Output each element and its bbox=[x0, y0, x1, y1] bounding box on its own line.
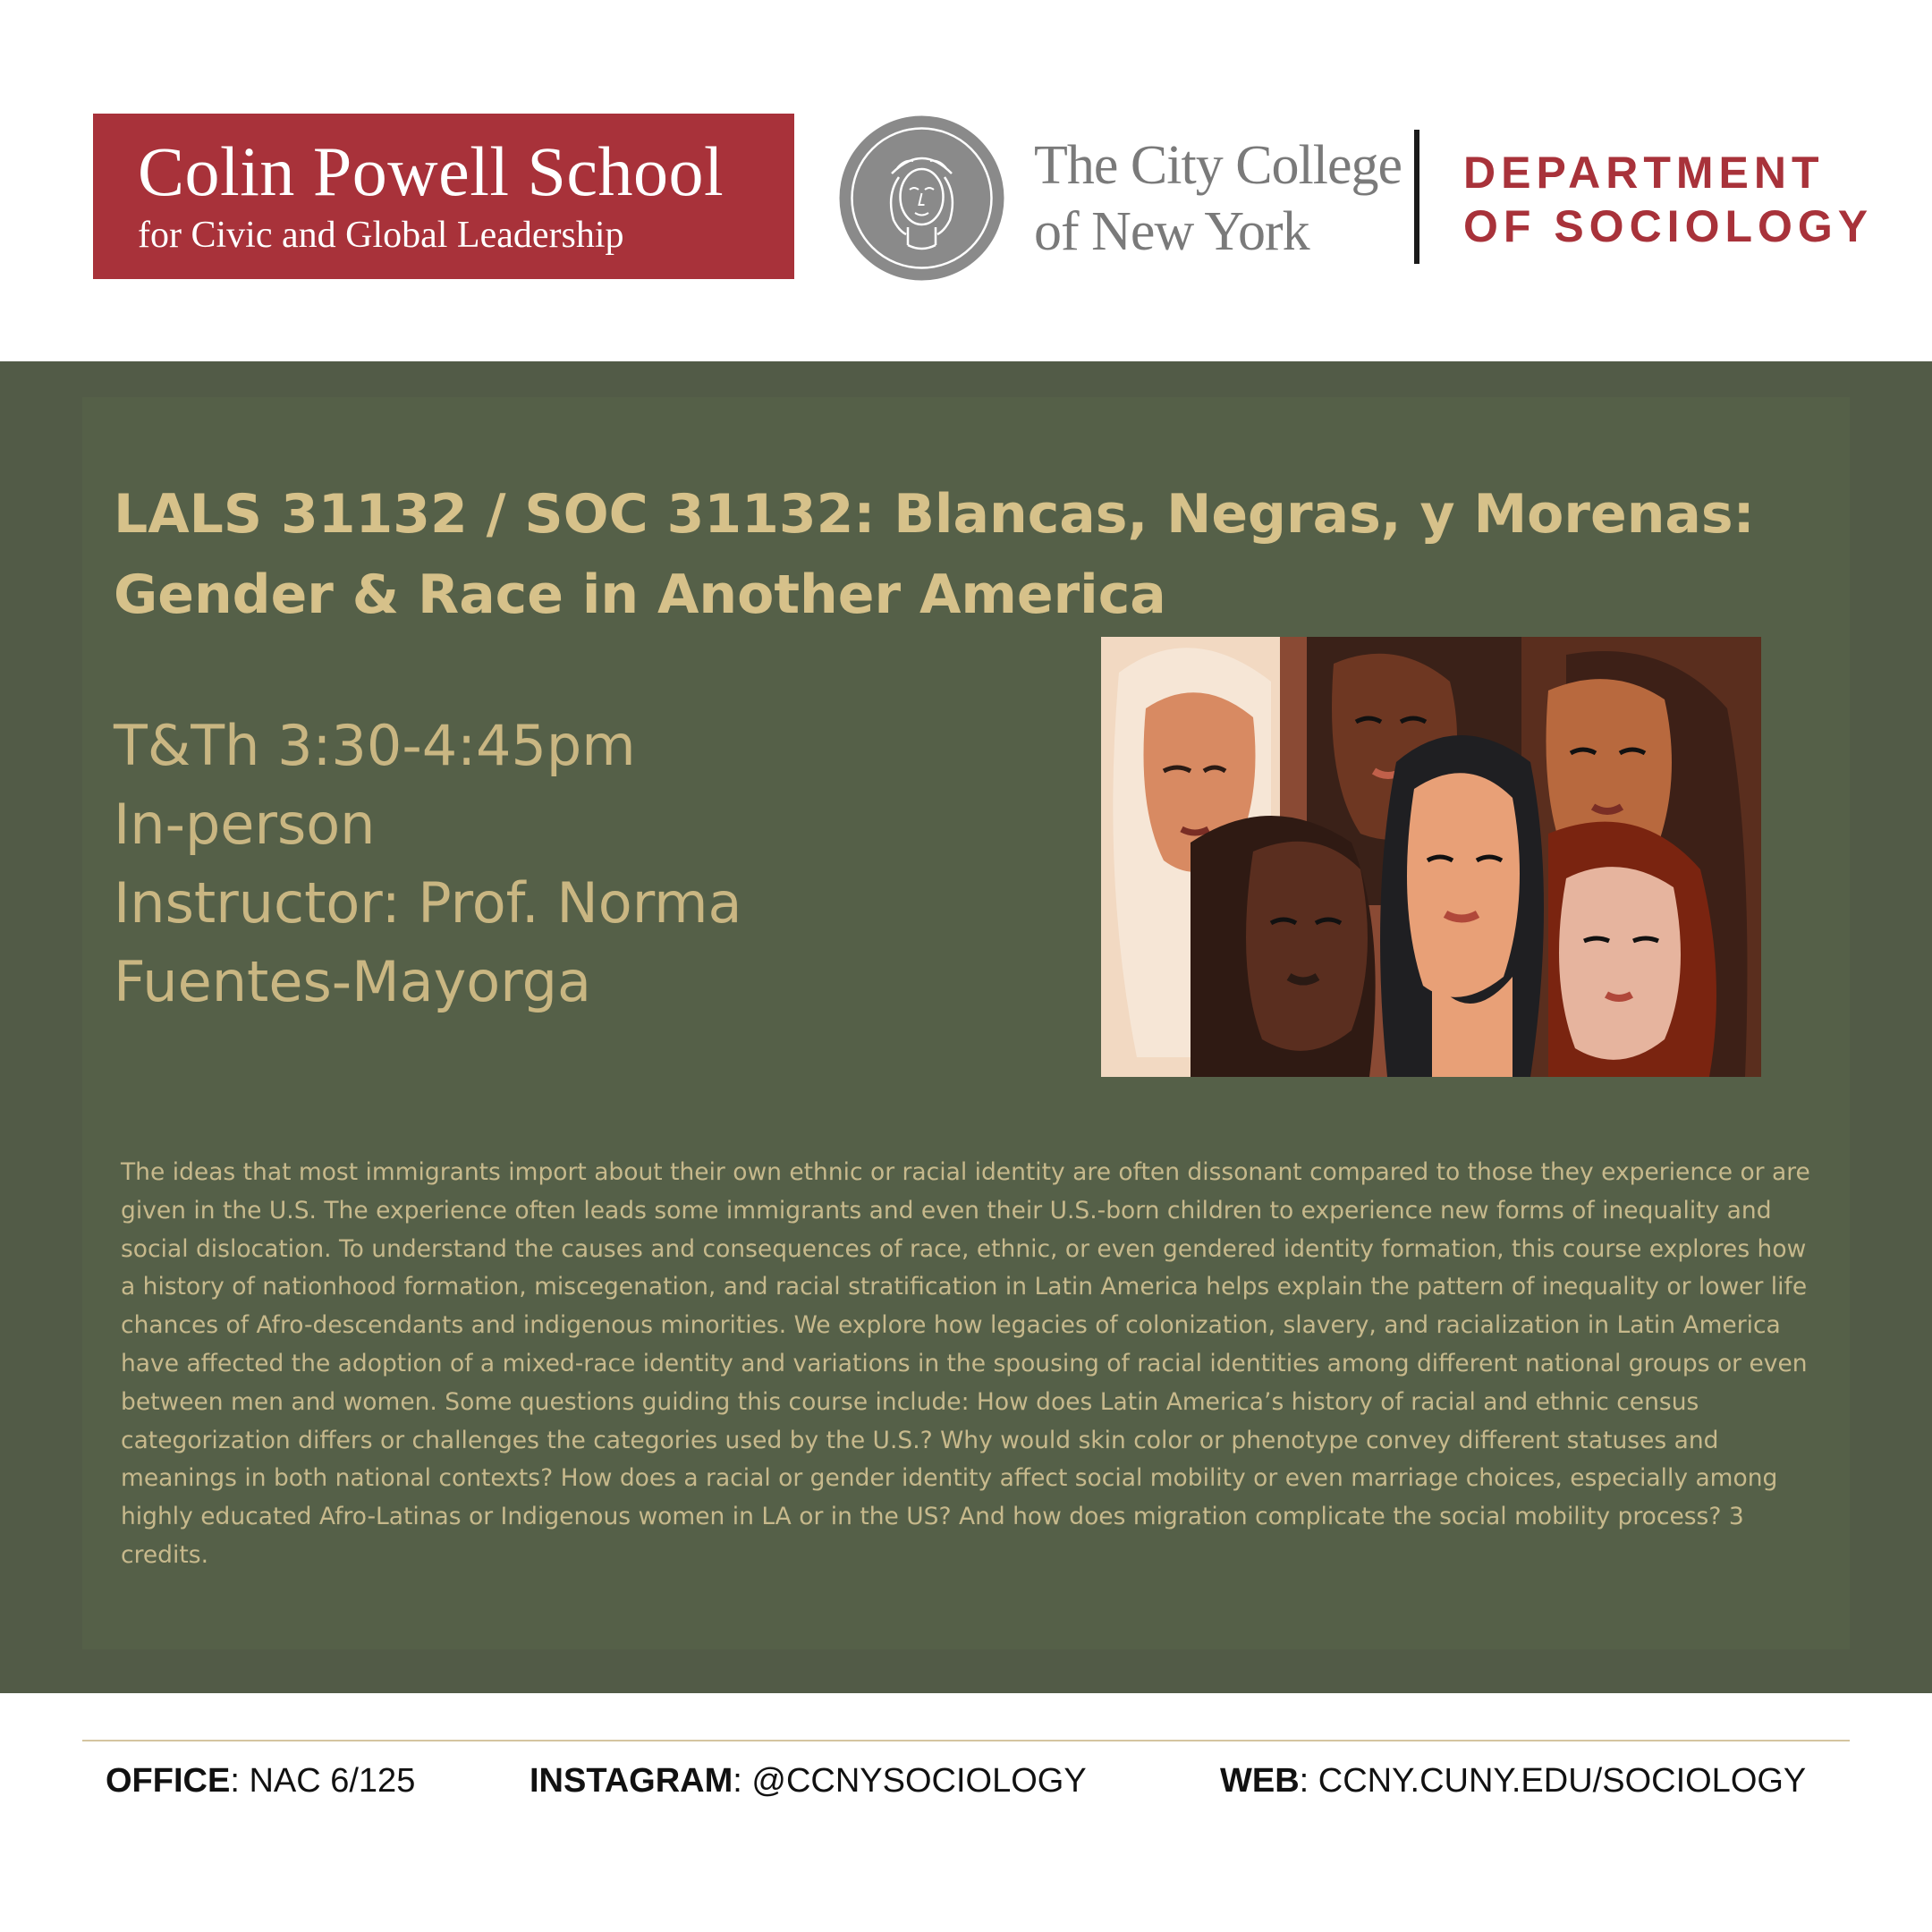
course-details bbox=[114, 707, 742, 1021]
course-instructor-line2: Fuentes-Mayorga bbox=[114, 949, 591, 1014]
course-mode: In-person bbox=[114, 792, 376, 857]
school-tagline: for Civic and Global Leadership bbox=[138, 215, 624, 256]
course-title-line1: LALS 31132 / SOC 31132: Blancas, Negras, y Morenas: bbox=[114, 483, 1755, 546]
ccny-seal-icon bbox=[838, 114, 1005, 282]
college-name-line2: of New York bbox=[1034, 201, 1309, 262]
office-value: : NAC 6/125 bbox=[230, 1762, 416, 1800]
web-url[interactable]: : CCNY.CUNY.EDU/SOCIOLOGY bbox=[1299, 1762, 1807, 1800]
footer-divider bbox=[82, 1740, 1850, 1741]
web-label: WEB bbox=[1220, 1762, 1300, 1800]
instagram-handle[interactable]: : @CCNYSOCIOLOGY bbox=[733, 1762, 1087, 1800]
course-description: The ideas that most immigrants import about their own ethnic or racial identity are often dissonant compared to those they experience or are given in the U.S. The experience often leads some immigrants and even their U.S.-born children to experience new forms of inequality and social dislocation. To understand the causes and consequences of race, ethnic, or even gendered identity formation, this course explores how a history of nationhood formation, miscegenation, and racial stratification in Latin America helps explain the pattern of inequality or lower life chances of Afro-descendants and indigenous minorities. We explore how legacies of colonization, slavery, and racialization in Latin America have affected the adoption of a mixed-race identity and variations in the spousing of racial identities among different national groups or even between men and women. Some questions guiding this course include: How does Latin America’s history of racial and ethnic census categorization differs or challenges the categories used by the U.S.? Why would skin color or phenotype convey different statuses and meanings in both national contexts? How does a racial or gender identity affect social mobility or even marriage choices, especially among highly educated Afro-Latinas or Indigenous women in LA or in the US? And how does migration complicate the social mobility process? 3 credits. bbox=[121, 1158, 1810, 1569]
header bbox=[0, 0, 1932, 361]
department-name bbox=[1463, 146, 1873, 253]
course-title-line2: Gender & Race in Another America bbox=[114, 564, 1166, 626]
course-instructor-line1: Instructor: Prof. Norma bbox=[114, 870, 742, 936]
women-portraits-illustration bbox=[1101, 637, 1761, 1077]
footer bbox=[0, 1762, 1932, 1816]
footer-instagram[interactable] bbox=[530, 1762, 1087, 1801]
colin-powell-school-logo bbox=[93, 114, 794, 279]
instagram-label: INSTAGRAM bbox=[530, 1762, 733, 1800]
header-divider bbox=[1414, 130, 1419, 264]
office-label: OFFICE bbox=[106, 1762, 231, 1800]
department-line1: DEPARTMENT bbox=[1463, 148, 1825, 198]
college-name bbox=[1034, 132, 1402, 265]
footer-web[interactable] bbox=[1220, 1762, 1806, 1801]
course-title bbox=[114, 474, 1831, 635]
school-name: Colin Powell School bbox=[138, 132, 724, 210]
department-line2: OF SOCIOLOGY bbox=[1463, 201, 1874, 251]
footer-office bbox=[106, 1762, 415, 1801]
college-name-line1: The City College bbox=[1034, 135, 1402, 196]
course-schedule: T&Th 3:30-4:45pm bbox=[114, 713, 636, 778]
